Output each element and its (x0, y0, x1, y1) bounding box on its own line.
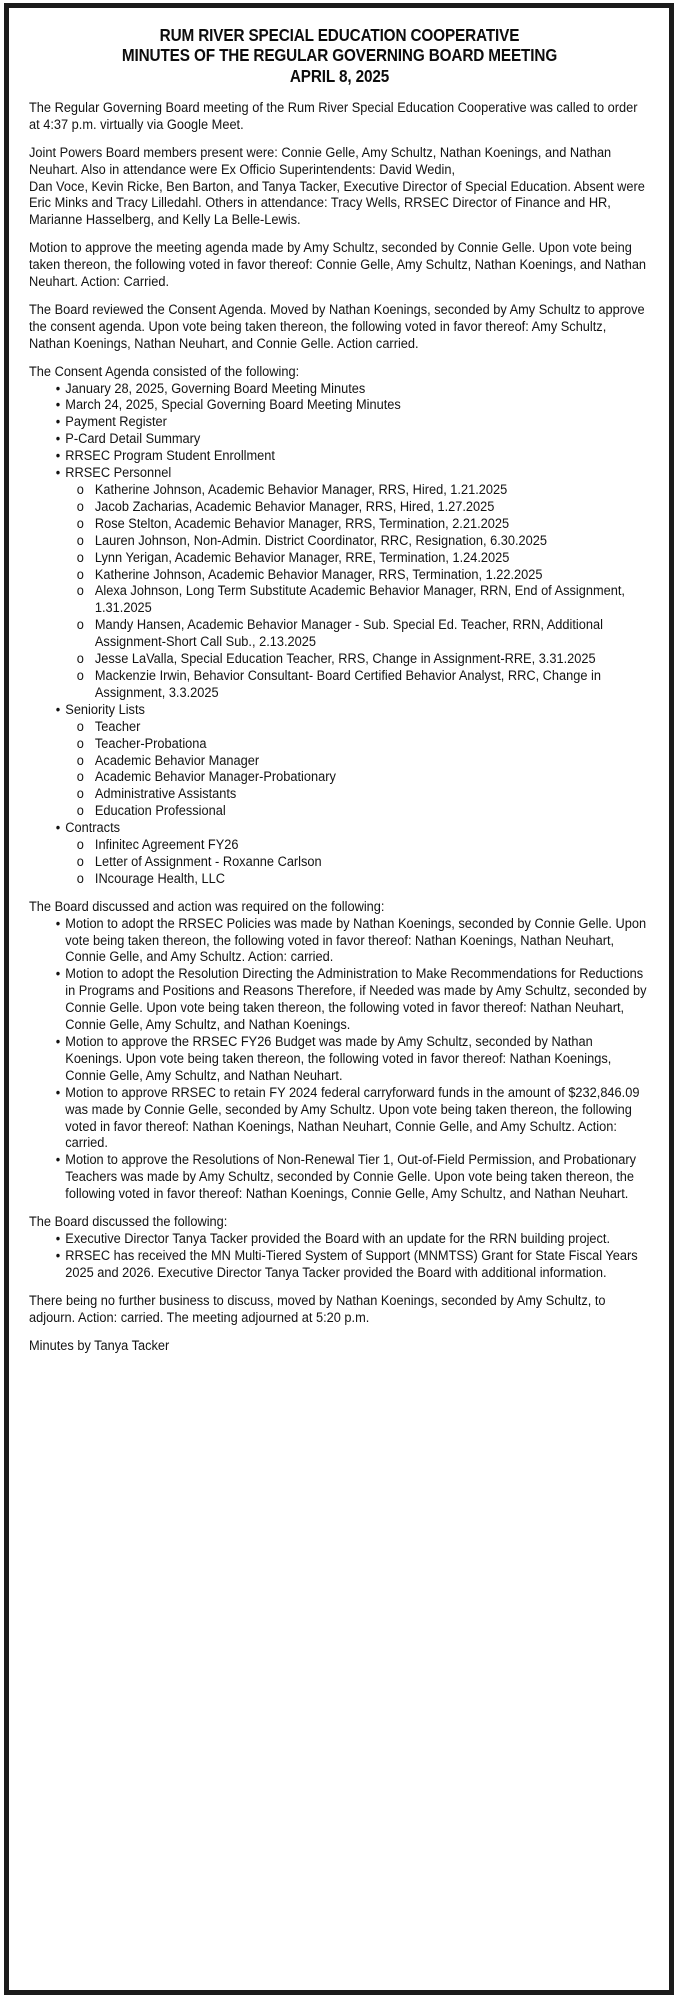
paragraph-call-to-order: The Regular Governing Board meeting of the Rum River Special Education Cooperative was called to order at 4:37 p.m. virtually via Google Meet. (29, 99, 638, 132)
list-item (29, 966, 650, 1034)
list-item (29, 431, 650, 448)
sub-bullet-marker-icon: o (76, 583, 84, 599)
list-item-text: Jacob Zacharias, Academic Behavior Manager, RRS, Hired, 1.27.2025 (94, 498, 495, 514)
paragraph-adjournment: There being no further business to discuss, moved by Nathan Koenings, seconded by Amy Schultz, to adjourn. Action: carried. The meeting adjourned at 5:20 p.m. (29, 1292, 606, 1325)
list-item-text: Payment Register (65, 414, 167, 430)
notice-body (29, 100, 650, 1355)
bullet-marker-icon: • (55, 1247, 61, 1263)
list-item-text: March 24, 2025, Special Governing Board Meeting Minutes (65, 397, 401, 413)
sub-bullet-marker-icon: o (76, 769, 84, 785)
bullet-marker-icon: • (55, 820, 61, 836)
bullet-marker-icon: • (55, 1084, 61, 1100)
bullet-marker-icon: • (55, 448, 61, 464)
sub-list-item (65, 769, 650, 786)
list-item-text: Alexa Johnson, Long Term Substitute Academic Behavior Manager, RRN, End of Assignment, 1.31.2025 (94, 583, 625, 616)
sub-list-item (65, 567, 650, 584)
action-items-list-container (29, 916, 650, 1203)
list-item-text: Motion to approve the RRSEC FY26 Budget was made by Amy Schultz, seconded by Nathan Koenings. Upon vote being taken thereon, the following voted in favor thereof: Nathan Koenings, Connie Gelle, Amy Schultz, and Nathan Neuhart. (65, 1034, 612, 1083)
list-item (29, 397, 650, 414)
list-item-text: Teacher-Probationa (94, 735, 207, 751)
sub-list (65, 837, 650, 888)
sub-list-item (65, 753, 650, 770)
list-item (29, 1248, 650, 1282)
sub-list (65, 482, 650, 702)
paragraph-consent-intro: The Consent Agenda consisted of the following: (29, 363, 300, 379)
list-item-text: Seniority Lists (65, 701, 145, 717)
sub-bullet-marker-icon: o (76, 515, 84, 531)
list-item (29, 414, 650, 431)
list-item-text: Academic Behavior Manager-Probationary (94, 769, 336, 785)
list-item (29, 702, 650, 820)
list-item-text: RRSEC has received the MN Multi-Tiered System of Support (MNMTSS) Grant for State Fiscal Years 2025 and 2026. Executive Director Tanya Tacker provided the Board with additional information. (65, 1247, 638, 1280)
list-item-text: Education Professional (94, 803, 226, 819)
sub-list-item (65, 499, 650, 516)
sub-list (65, 719, 650, 820)
sub-bullet-marker-icon: o (76, 482, 84, 498)
list-item (29, 1034, 650, 1085)
list-item-text: Executive Director Tanya Tacker provided the Board with an update for the RRN building project. (65, 1230, 611, 1246)
paragraph-action-intro: The Board discussed and action was required on the following: (29, 898, 385, 914)
bullet-marker-icon: • (55, 1034, 61, 1050)
headline-line-date: APRIL 8, 2025 (289, 65, 390, 86)
sub-list-item (65, 786, 650, 803)
list-item (29, 465, 650, 702)
list-item-text: Letter of Assignment - Roxanne Carlson (94, 853, 322, 869)
sub-bullet-marker-icon: o (76, 498, 84, 514)
paragraph-minutes-by: Minutes by Tanya Tacker (29, 1337, 170, 1353)
action-items-list (29, 916, 650, 1203)
headline-line-organization: RUM RIVER SPECIAL EDUCATION COOPERATIVE (159, 25, 520, 45)
bullet-marker-icon: • (55, 966, 61, 982)
sub-bullet-marker-icon: o (76, 837, 84, 853)
paragraph-attendance-part2: Dan Voce, Kevin Ricke, Ben Barton, and Tanya Tacker, Executive Director of Special Education. Absent were Eric Minks and Tracy Lilledahl. Others in attendance: Tracy Wells, RRSEC Director of Finance and HR, Marianne Hasselberg, and Kelly La Belle-Lewis. (29, 178, 645, 228)
list-item (29, 448, 650, 465)
headline-line-document-type: MINUTES OF THE REGULAR GOVERNING BOARD MEETING (121, 45, 558, 66)
bullet-marker-icon: • (55, 431, 61, 447)
sub-list-item (65, 871, 650, 888)
sub-list-item (65, 668, 650, 702)
list-item-text: Mandy Hansen, Academic Behavior Manager - Sub. Special Ed. Teacher, RRN, Additional Assignment-Short Call Sub., 2.13.2025 (94, 617, 603, 650)
sub-list-item (65, 533, 650, 550)
list-item-text: Motion to adopt the Resolution Directing the Administration to Make Recommendations for Reductions in Programs and Positions and Reasons Therefore, if Needed was made by Amy Schultz, seconded by Connie Gelle. Upon vote being taken thereon, the following voted in favor thereof: Nathan Neuhart, Connie Gelle, Amy Schultz, and Nathan Koenings. (65, 966, 647, 1033)
sub-bullet-marker-icon: o (76, 532, 84, 548)
sub-list-item (65, 854, 650, 871)
list-item (29, 381, 650, 398)
sub-list-item (65, 617, 650, 651)
sub-bullet-marker-icon: o (76, 549, 84, 565)
sub-list-item (65, 719, 650, 736)
paragraph-agenda-motion: Motion to approve the meeting agenda made by Amy Schultz, seconded by Connie Gelle. Upon vote being taken thereon, the following voted in favor thereof: Connie Gelle, Amy Schultz, Nathan Koenings, and Nathan Neuhart. Action: Carried. (29, 240, 647, 290)
list-item-text: Infinitec Agreement FY26 (94, 837, 239, 853)
bullet-marker-icon: • (55, 1230, 61, 1246)
sub-bullet-marker-icon: o (76, 853, 84, 869)
list-item-text: P-Card Detail Summary (65, 431, 201, 447)
sub-bullet-marker-icon: o (76, 752, 84, 768)
list-item-text: Motion to adopt the RRSEC Policies was made by Nathan Koenings, seconded by Connie Gelle. Upon vote being taken thereon, the following voted in favor thereof: Nathan Koenings, Nathan Neuhart, Connie Gelle, and Amy Schultz. Action: carried. (65, 915, 647, 965)
paragraph-consent-review: The Board reviewed the Consent Agenda. Moved by Nathan Koenings, seconded by Amy Schultz to approve the consent agenda. Upon vote being taken thereon, the following voted in favor thereof: Amy Schultz, Nathan Koenings, Nathan Neuhart, and Connie Gelle. Action carried. (29, 301, 645, 351)
list-item (29, 1152, 650, 1203)
sub-list-item (65, 583, 650, 617)
list-item-text: Katherine Johnson, Academic Behavior Manager, RRS, Hired, 1.21.2025 (94, 482, 508, 498)
notice-content (9, 8, 669, 1990)
paragraph-attendance-part1: Joint Powers Board members present were: Connie Gelle, Amy Schultz, Nathan Koenings, and Nathan Neuhart. Also in attendance were Ex Officio Superintendents: David Wedin, (29, 144, 612, 177)
bullet-marker-icon: • (55, 465, 61, 481)
sub-list-item (65, 516, 650, 533)
sub-list-item (65, 736, 650, 753)
list-item-text: Mackenzie Irwin, Behavior Consultant- Board Certified Behavior Analyst, RRC, Change in Assignment, 3.3.2025 (94, 667, 601, 700)
bullet-marker-icon: • (55, 701, 61, 717)
sub-list-item (65, 482, 650, 499)
sub-bullet-marker-icon: o (76, 617, 84, 633)
bullet-marker-icon: • (55, 414, 61, 430)
sub-bullet-marker-icon: o (76, 718, 84, 734)
list-item-text: Motion to approve the Resolutions of Non-Renewal Tier 1, Out-of-Field Permission, and Probationary Teachers was made by Amy Schultz, seconded by Connie Gelle. Upon vote being taken thereon, the following voted in favor thereof: Nathan Koenings, Connie Gelle, Amy Schultz, and Nathan Neuhart. (65, 1152, 637, 1202)
discussion-items-list-container (29, 1231, 650, 1282)
bullet-marker-icon: • (55, 380, 61, 396)
list-item-text: Contracts (65, 820, 121, 836)
consent-agenda-list (29, 381, 650, 888)
list-item (29, 1085, 650, 1153)
list-item-text: January 28, 2025, Governing Board Meeting Minutes (65, 380, 366, 396)
sub-bullet-marker-icon: o (76, 667, 84, 683)
notice-border-frame (4, 3, 674, 1995)
sub-bullet-marker-icon: o (76, 651, 84, 667)
sub-bullet-marker-icon: o (76, 735, 84, 751)
bullet-marker-icon: • (55, 1152, 61, 1168)
sub-list-item (65, 550, 650, 567)
sub-bullet-marker-icon: o (76, 870, 84, 886)
list-item-text: Katherine Johnson, Academic Behavior Manager, RRS, Termination, 1.22.2025 (94, 566, 543, 582)
notice-headline (66, 25, 612, 86)
list-item (29, 1231, 650, 1248)
sub-list-item (65, 803, 650, 820)
sub-bullet-marker-icon: o (76, 803, 84, 819)
list-item-text: Academic Behavior Manager (94, 752, 260, 768)
consent-agenda-list-container (29, 381, 650, 888)
list-item-text: Lynn Yerigan, Academic Behavior Manager, RRE, Termination, 1.24.2025 (94, 549, 510, 565)
list-item-text: INcourage Health, LLC (94, 870, 225, 886)
sub-bullet-marker-icon: o (76, 786, 84, 802)
discussion-items-list (29, 1231, 650, 1282)
bullet-marker-icon: • (55, 915, 61, 931)
sub-bullet-marker-icon: o (76, 566, 84, 582)
paragraph-discussion-intro: The Board discussed the following: (29, 1214, 228, 1230)
list-item (29, 820, 650, 888)
list-item-text: Rose Stelton, Academic Behavior Manager, RRS, Termination, 2.21.2025 (94, 515, 510, 531)
list-item-text: RRSEC Personnel (65, 465, 172, 481)
list-item-text: Teacher (94, 718, 141, 734)
list-item-text: Motion to approve RRSEC to retain FY 2024 federal carryforward funds in the amount of $232,846.09 was made by Connie Gelle, seconded by Amy Schultz. Upon vote being taken thereon, the following voted in favor thereof: Nathan Koenings, Nathan Neuhart, Connie Gelle, and Amy Schultz. Action: carried. (65, 1084, 640, 1151)
list-item-text: Lauren Johnson, Non-Admin. District Coordinator, RRC, Resignation, 6.30.2025 (94, 532, 547, 548)
sub-list-item (65, 651, 650, 668)
bullet-marker-icon: • (55, 397, 61, 413)
sub-list-item (65, 837, 650, 854)
list-item-text: Jesse LaValla, Special Education Teacher, RRS, Change in Assignment-RRE, 3.31.2025 (94, 651, 596, 667)
list-item (29, 916, 650, 967)
list-item-text: RRSEC Program Student Enrollment (65, 448, 275, 464)
list-item-text: Administrative Assistants (94, 786, 237, 802)
